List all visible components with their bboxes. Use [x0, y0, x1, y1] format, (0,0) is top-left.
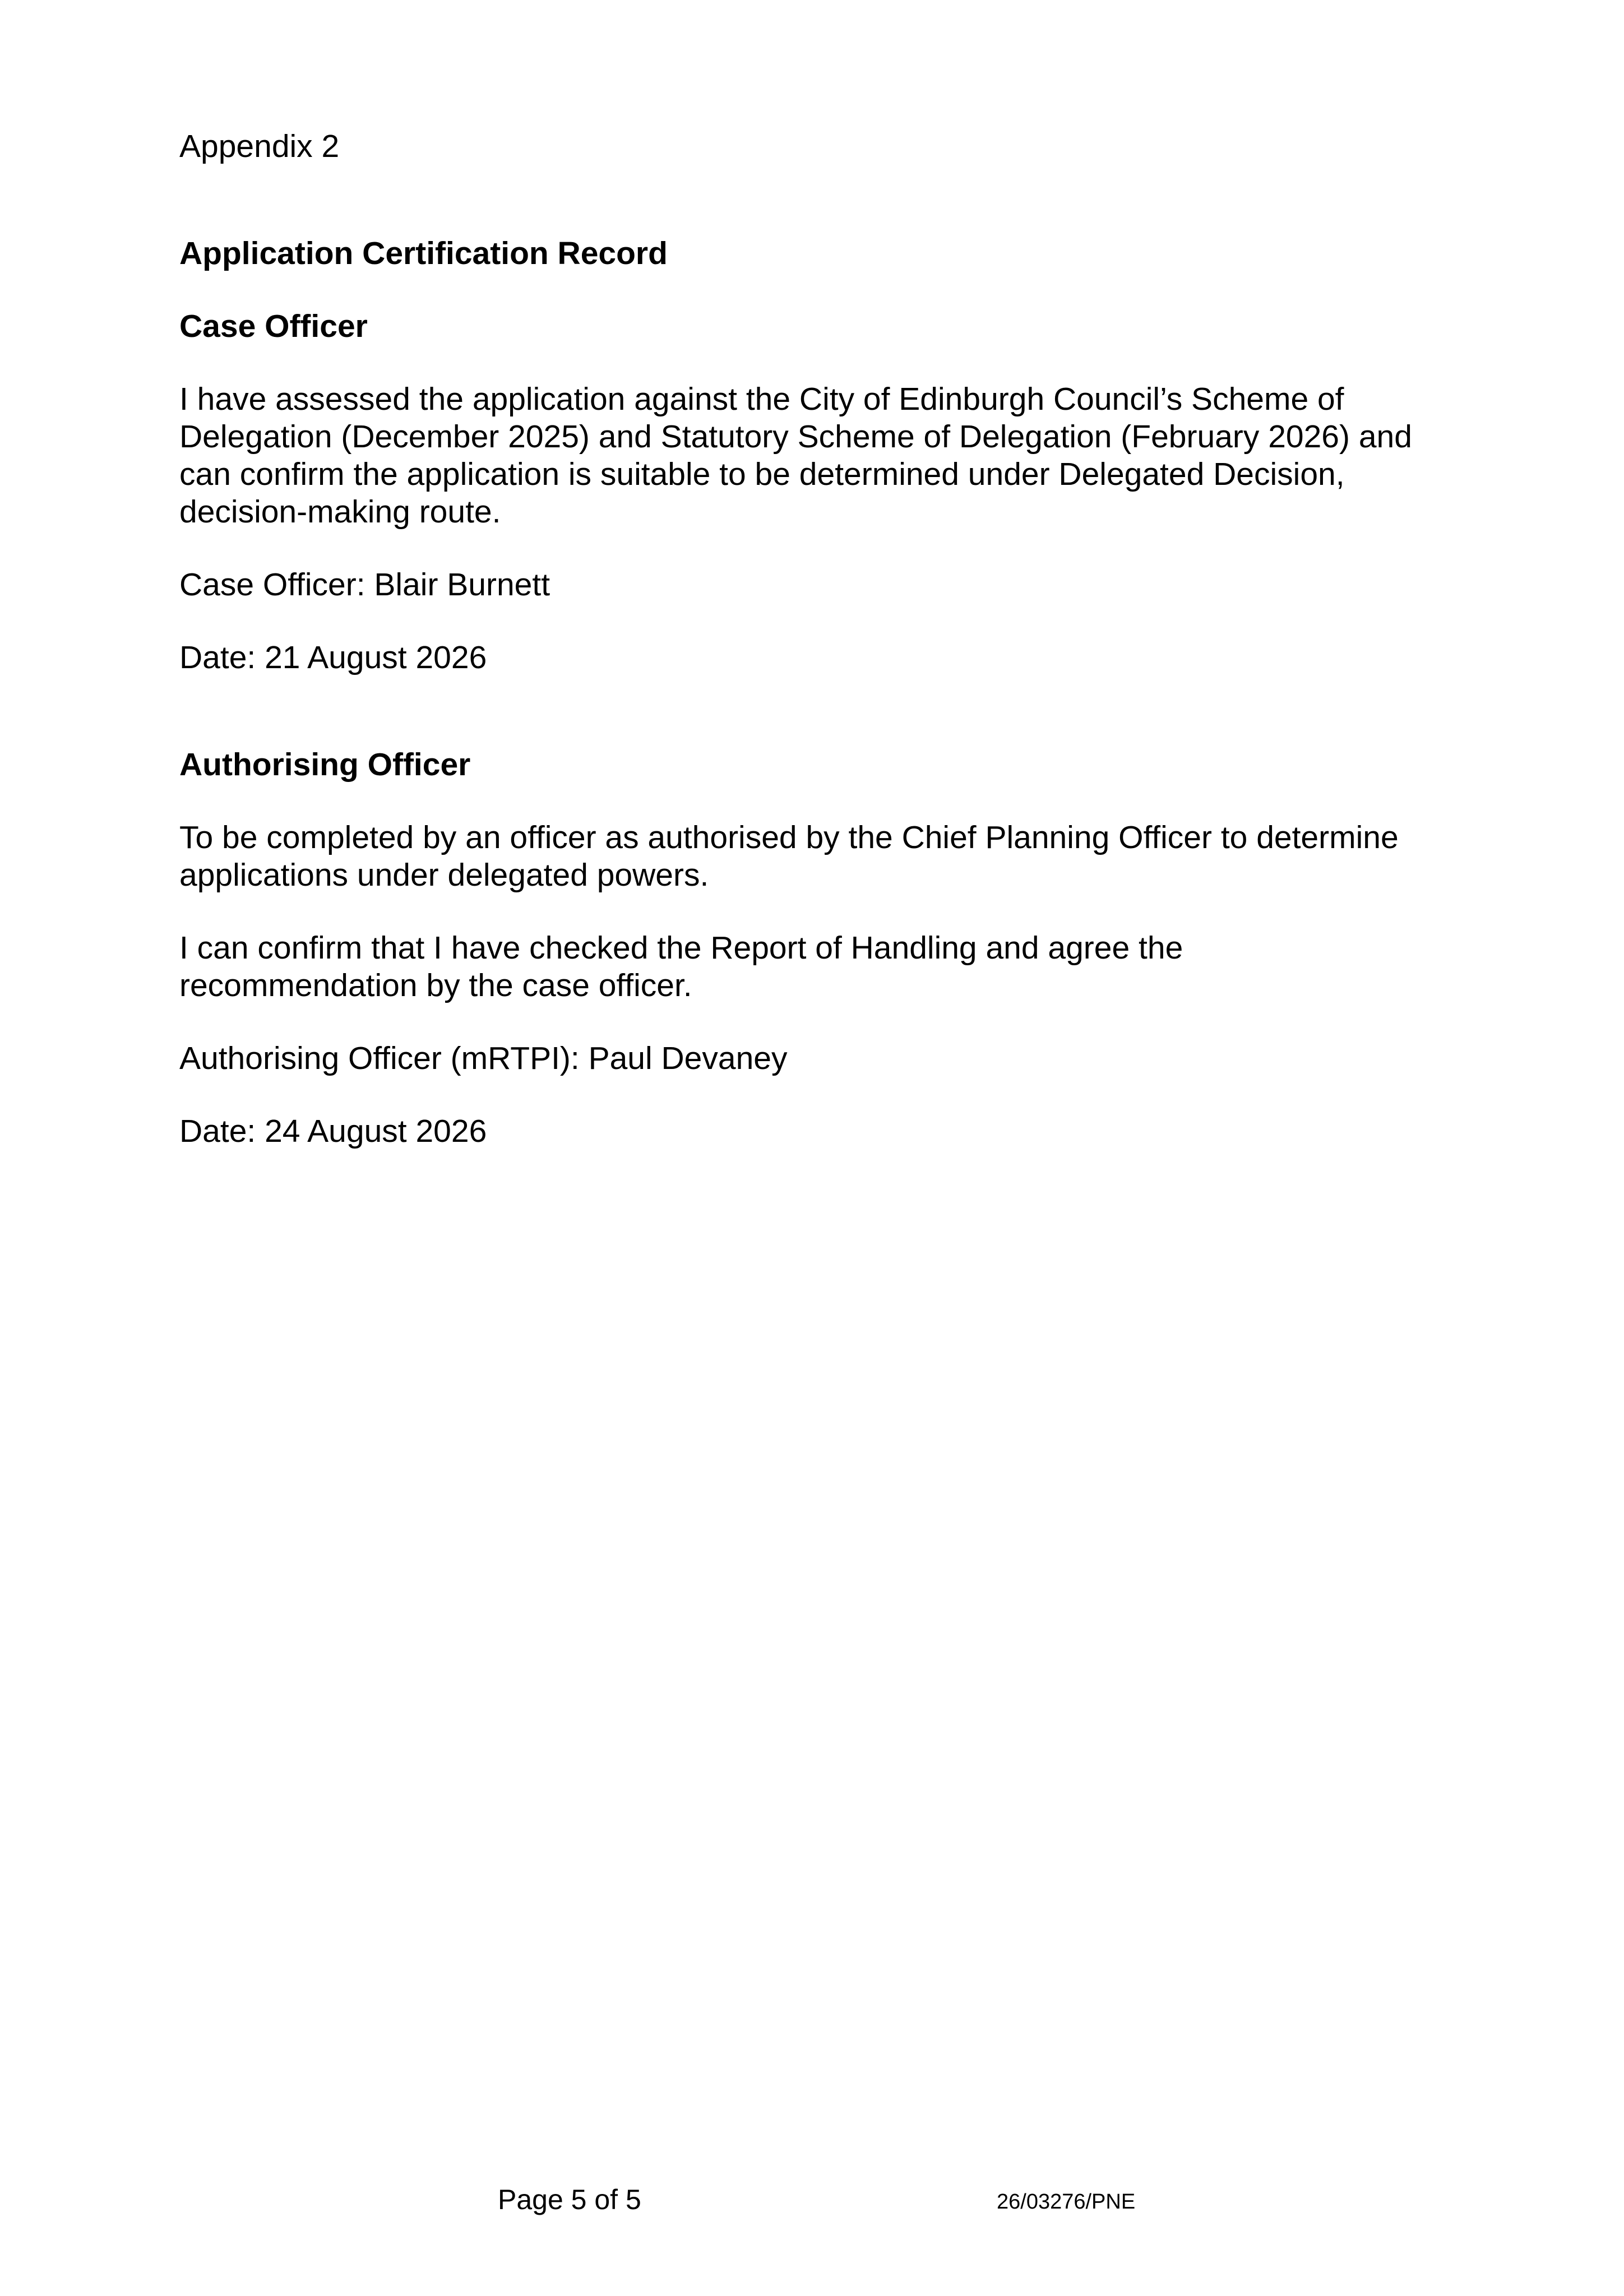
page-number: Page 5 of 5 — [498, 2184, 641, 2215]
authorising-officer-heading: Authorising Officer — [179, 747, 471, 783]
case-officer-name: Case Officer: Blair Burnett — [179, 567, 550, 603]
application-reference: 26/03276/PNE — [997, 2190, 1136, 2214]
authorising-officer-name: Authorising Officer (mRTPI): Paul Devaney — [179, 1040, 788, 1076]
case-officer-statement: I have assessed the application against the City of Edinburgh Council’s Scheme of Delegation (December 2025) and Statutory Scheme of Delegation (February 2026) and can confirm the application is suitable to be determined under Delegated Decision, decision-making route. — [179, 381, 1412, 530]
authorising-officer-date: Date: 24 August 2026 — [179, 1113, 487, 1149]
authorising-officer-instruction: To be completed by an officer as authorised by the Chief Planning Officer to determine applications under delegated powers. — [179, 820, 1399, 893]
document-title: Application Certification Record — [179, 235, 668, 271]
appendix-label: Appendix 2 — [179, 128, 340, 164]
page-content — [179, 128, 1469, 1150]
case-officer-date: Date: 21 August 2026 — [179, 640, 487, 675]
case-officer-heading: Case Officer — [179, 308, 368, 344]
authorising-officer-confirmation: I can confirm that I have checked the Report of Handling and agree the recommendation by the case officer. — [179, 930, 1183, 1003]
